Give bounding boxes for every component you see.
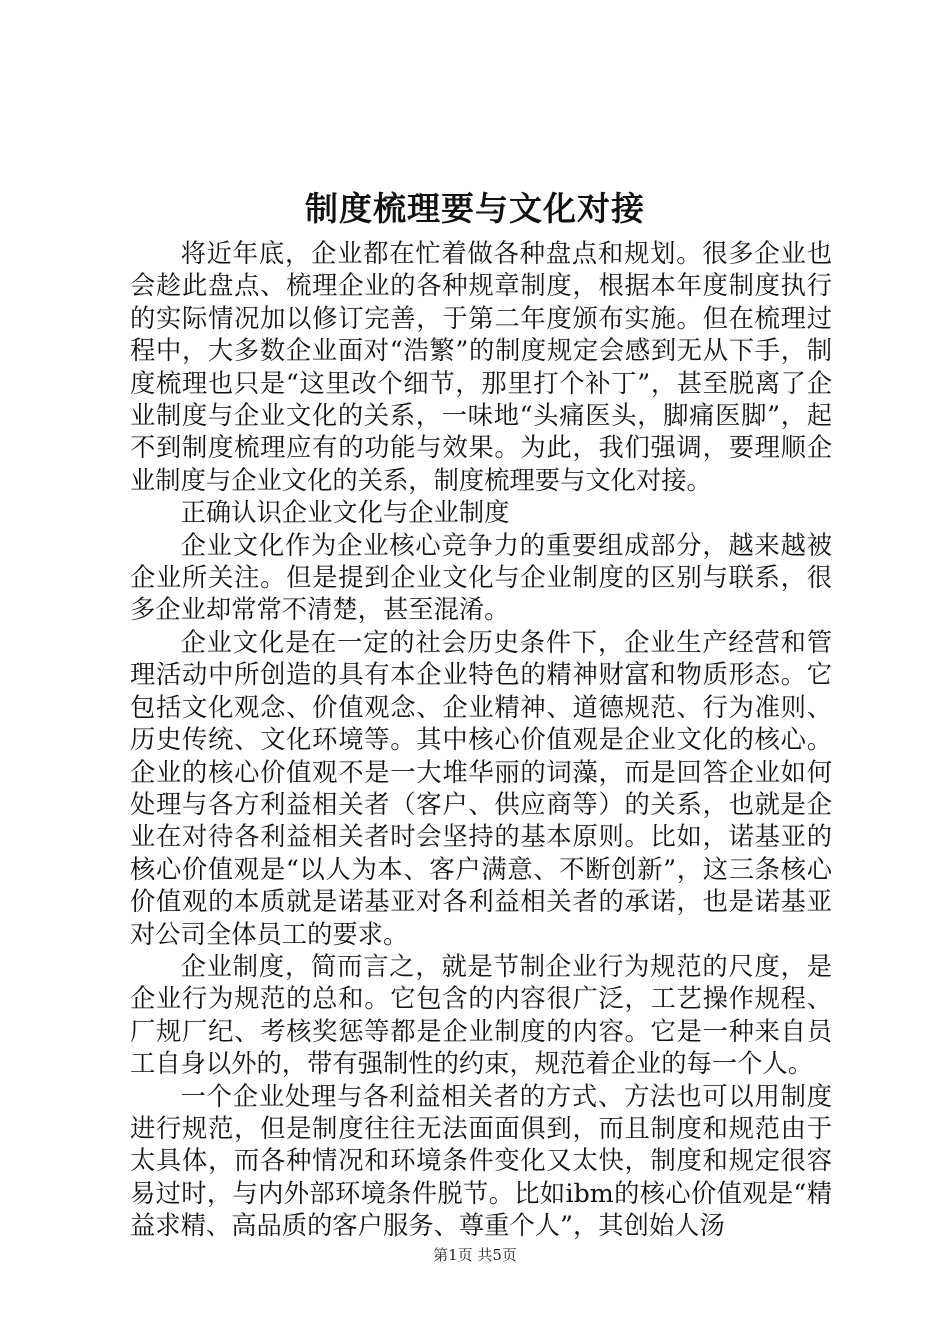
document-body bbox=[130, 238, 832, 1243]
page-number-footer: 第1页 共5页 bbox=[433, 1246, 517, 1264]
paragraph: 企业文化作为企业核心竞争力的重要组成部分，越来越被企业所关注。但是提到企业文化与企业制度的区别与联系，很多企业却常常不清楚，甚至混淆。 bbox=[130, 530, 832, 625]
section-heading: 正确认识企业文化与企业制度 bbox=[180, 498, 510, 528]
paragraph: 企业制度，简而言之，就是节制企业行为规范的尺度，是企业行为规范的总和。它包含的内容很广泛，工艺操作规程、厂规厂纪、考核奖惩等都是企业制度的内容。它是一种来自员工自身以外的，带有强制性的约束，规范着企业的每一个人。 bbox=[130, 951, 832, 1079]
paragraph: 将近年底，企业都在忙着做各种盘点和规划。很多企业也会趁此盘点、梳理企业的各种规章制度，根据本年度制度执行的实际情况加以修订完善，于第二年度颁布实施。但在梳理过程中，大多数企业面对“浩繁”的制度规定会感到无从下手，制度梳理也只是“这里改个细节，那里打个补丁”，甚至脱离了企业制度与企业文化的关系，一味地“头痛医头，脚痛医脚”，起不到制度梳理应有的功能与效果。为此，我们强调，要理顺企业制度与企业文化的关系，制度梳理要与文化对接。 bbox=[130, 239, 832, 495]
document-title: 制度梳理要与文化对接 bbox=[305, 189, 645, 228]
paragraph: 一个企业处理与各利益相关者的方式、方法也可以用制度进行规范，但是制度往往无法面面俱到，而且制度和规范由于太具体，而各种情况和环境条件变化又太快，制度和规定很容易过时，与内外部环境条件脱节。比如ibm的核心价值观是“精益求精、高品质的客户服务、尊重个人”，其创始人汤 bbox=[130, 1081, 832, 1241]
paragraph: 企业文化是在一定的社会历史条件下，企业生产经营和管理活动中所创造的具有本企业特色的精神财富和物质形态。它包括文化观念、价值观念、企业精神、道德规范、行为准则、历史传统、文化环境等。其中核心价值观是企业文化的核心。企业的核心价值观不是一大堆华丽的词藻，而是回答企业如何处理与各方利益相关者（客户、供应商等）的关系，也就是企业在对待各利益相关者时会坚持的基本原则。比如，诺基亚的核心价值观是“以人为本、客户满意、不断创新”，这三条核心价值观的本质就是诺基亚对各利益相关者的承诺，也是诺基亚对公司全体员工的要求。 bbox=[130, 627, 832, 949]
